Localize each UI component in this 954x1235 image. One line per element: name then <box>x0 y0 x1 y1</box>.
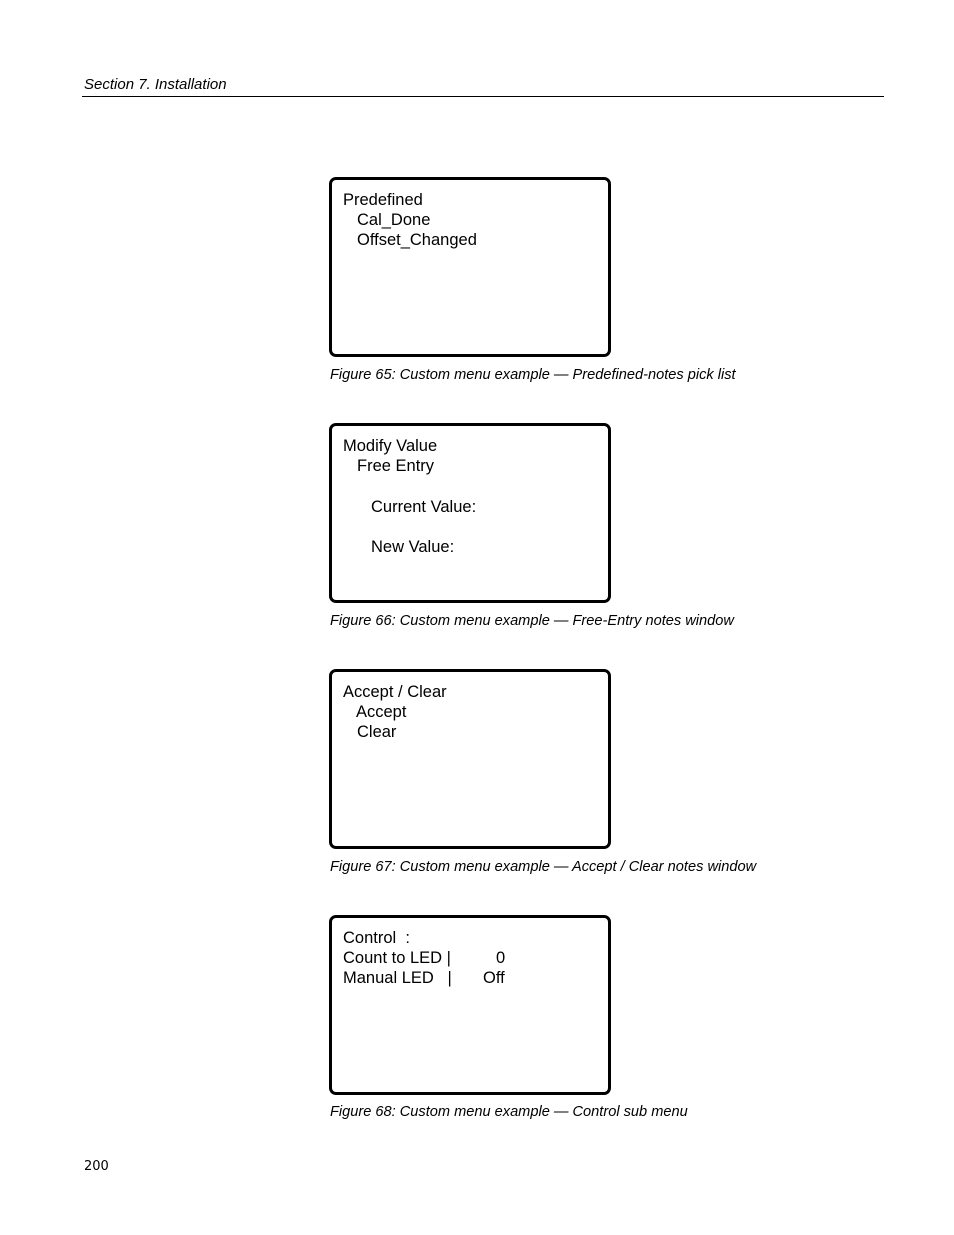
menu-item-clear[interactable]: Clear <box>357 723 397 741</box>
menu-screen-predefined <box>329 177 611 357</box>
count-to-led-label[interactable]: Count to LED | <box>343 949 451 967</box>
menu-screen-modify-value <box>329 423 611 603</box>
menu-item-accept[interactable]: Accept <box>356 703 407 721</box>
current-value-label: Current Value: <box>371 498 477 516</box>
new-value-label: New Value: <box>371 538 455 556</box>
menu-item-cal-done[interactable]: Cal_Done <box>357 211 431 229</box>
page-number: 200 <box>84 1159 109 1174</box>
menu-screen-control <box>329 915 611 1095</box>
section-header: Section 7. Installation <box>84 76 227 93</box>
menu-item-offset-changed[interactable]: Offset_Changed <box>357 231 477 249</box>
manual-led-value: Off <box>483 969 505 987</box>
figure-caption: Figure 68: Custom menu example — Control sub menu <box>330 1104 688 1120</box>
menu-title: Predefined <box>343 191 423 209</box>
menu-title: Accept / Clear <box>343 683 447 701</box>
header-rule <box>82 96 884 97</box>
figure-caption: Figure 67: Custom menu example — Accept / Clear notes window <box>330 859 757 875</box>
menu-screen-accept-clear <box>329 669 611 849</box>
menu-title: Control : <box>343 929 410 947</box>
manual-led-label[interactable]: Manual LED | <box>343 969 452 987</box>
figure-caption: Figure 65: Custom menu example — Predefined-notes pick list <box>330 367 736 383</box>
figure-caption: Figure 66: Custom menu example — Free-Entry notes window <box>330 613 734 629</box>
menu-title: Modify Value <box>343 437 438 455</box>
menu-item-free-entry[interactable]: Free Entry <box>357 457 435 475</box>
count-to-led-value: 0 <box>496 949 506 967</box>
